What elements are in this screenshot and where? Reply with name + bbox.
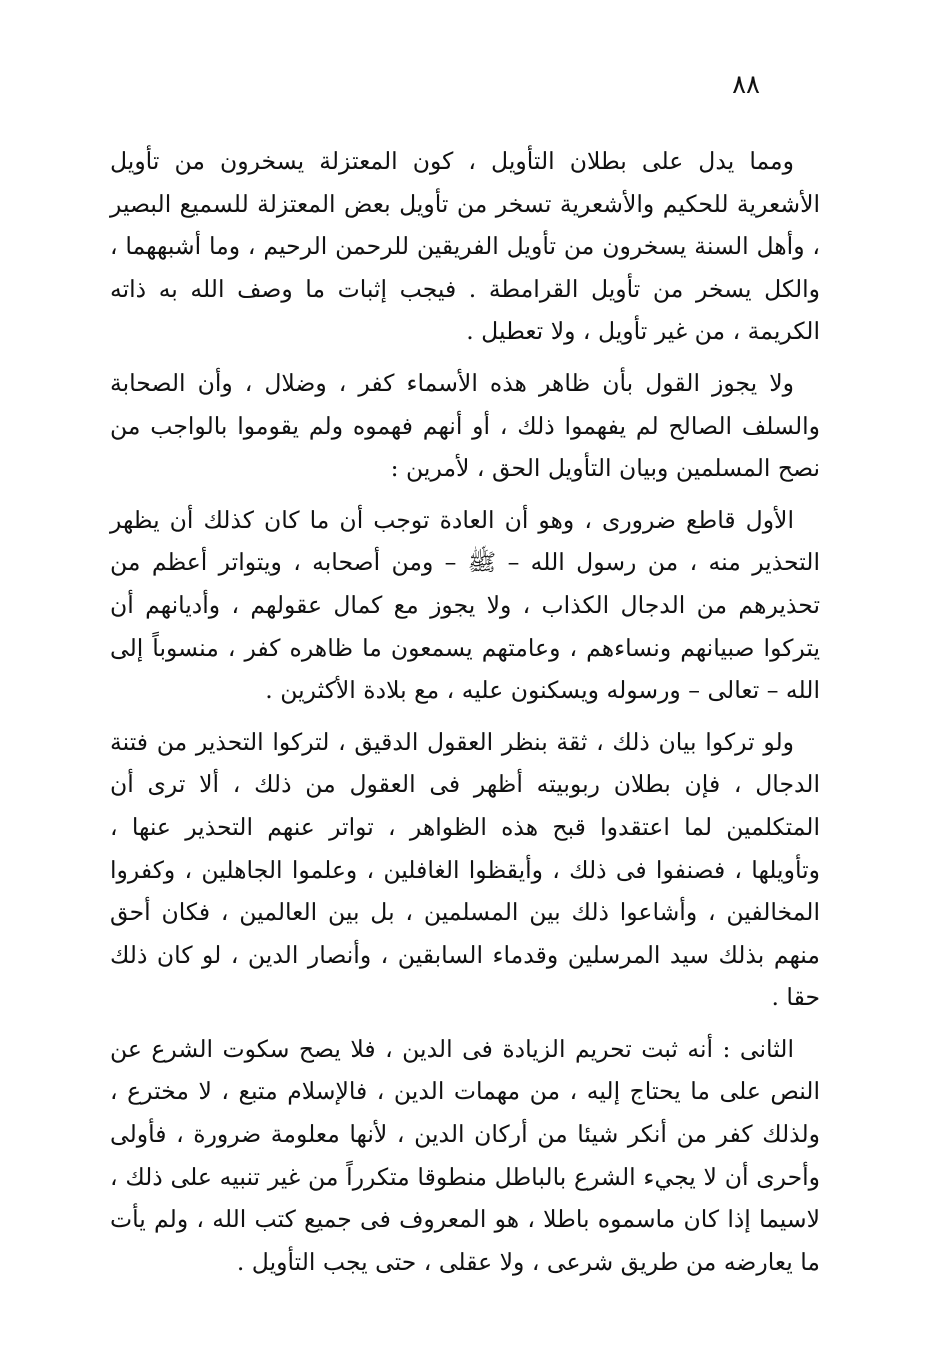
paragraph-5: الثانى : أنه ثبت تحريم الزيادة فى الدين ، فلا يصح سكوت الشرع عن النص على ما يحتاج إليه ، من مهمات الدين ، فالإسلام متبع ، لا مخترع ، ولذلك كفر من أنكر شيئا من أركان الدين ، لأنها معلومة ضرورة ، فأولى وأحرى أن لا يجيء الشرع بالباطل منطوقا متكرراً من غير تنبيه على ذلك ، لاسيما إذا كان ماسموه باطلا ، هو المعروف فى جميع كتب الله ، ولم يأت ما يعارضه من طريق شرعى ، ولا عقلى ، حتى يجب التأويل . (110, 1034, 820, 1276)
page-number: ٨٨ (732, 70, 760, 100)
paragraph-3: الأول قاطع ضرورى ، وهو أن العادة توجب أن ما كان كذلك أن يظهر التحذير منه ، من رسول الله – ﷺ – ومن أصحابه ، ويتواتر أعظم من تحذيرهم من الدجال الكذاب ، ولا يجوز مع كمال عقولهم ، وأديانهم أن يتركوا صبيانهم ونساءهم ، وعامتهم يسمعون ما ظاهره كفر ، منسوباً إلى الله – تعالى – ورسوله ويسكنون عليه ، مع بلادة الأكثرين . (110, 505, 820, 705)
body-text (110, 140, 820, 1292)
paragraph-1: ومما يدل على بطلان التأويل ، كون المعتزلة يسخرون من تأويل الأشعرية للحكيم والأشعرية تسخر من تأويل بعض المعتزلة للسميع البصير ، وأهل السنة يسخرون من تأويل الفريقين للرحمن الرحيم ، وما أشبههما ، والكل يسخر من تأويل القرامطة . فيجب إثبات ما وصف الله به ذاته الكريمة ، من غير تأويل ، ولا تعطيل . (110, 147, 820, 346)
paragraph-4: ولو تركوا بيان ذلك ، ثقة بنظر العقول الدقيق ، لتركوا التحذير من فتنة الدجال ، فإن بطلان ربوبيته أظهر فى العقول من ذلك ، ألا ترى أن المتكلمين لما اعتقدوا قبح هذه الظواهر ، تواتر عنهم التحذير عنها ، وتأويلها ، فصنفوا فى ذلك ، وأيقظوا الغافلين ، وعلموا الجاهلين ، وكفروا المخالفين ، وأشاعوا ذلك بين المسلمين ، بل بين العالمين ، فكان أحق منهم بذلك سيد المرسلين وقدماء السابقين ، وأنصار الدين ، لو كان ذلك حقا . (110, 727, 820, 1012)
paragraph-2: ولا يجوز القول بأن ظاهر هذه الأسماء كفر ، وضلال ، وأن الصحابة والسلف الصالح لم يفهموا ذلك ، أو أنهم فهموه ولم يقوموا بالواجب من نصح المسلمين وبيان التأويل الحق ، لأمرين : (110, 368, 820, 483)
